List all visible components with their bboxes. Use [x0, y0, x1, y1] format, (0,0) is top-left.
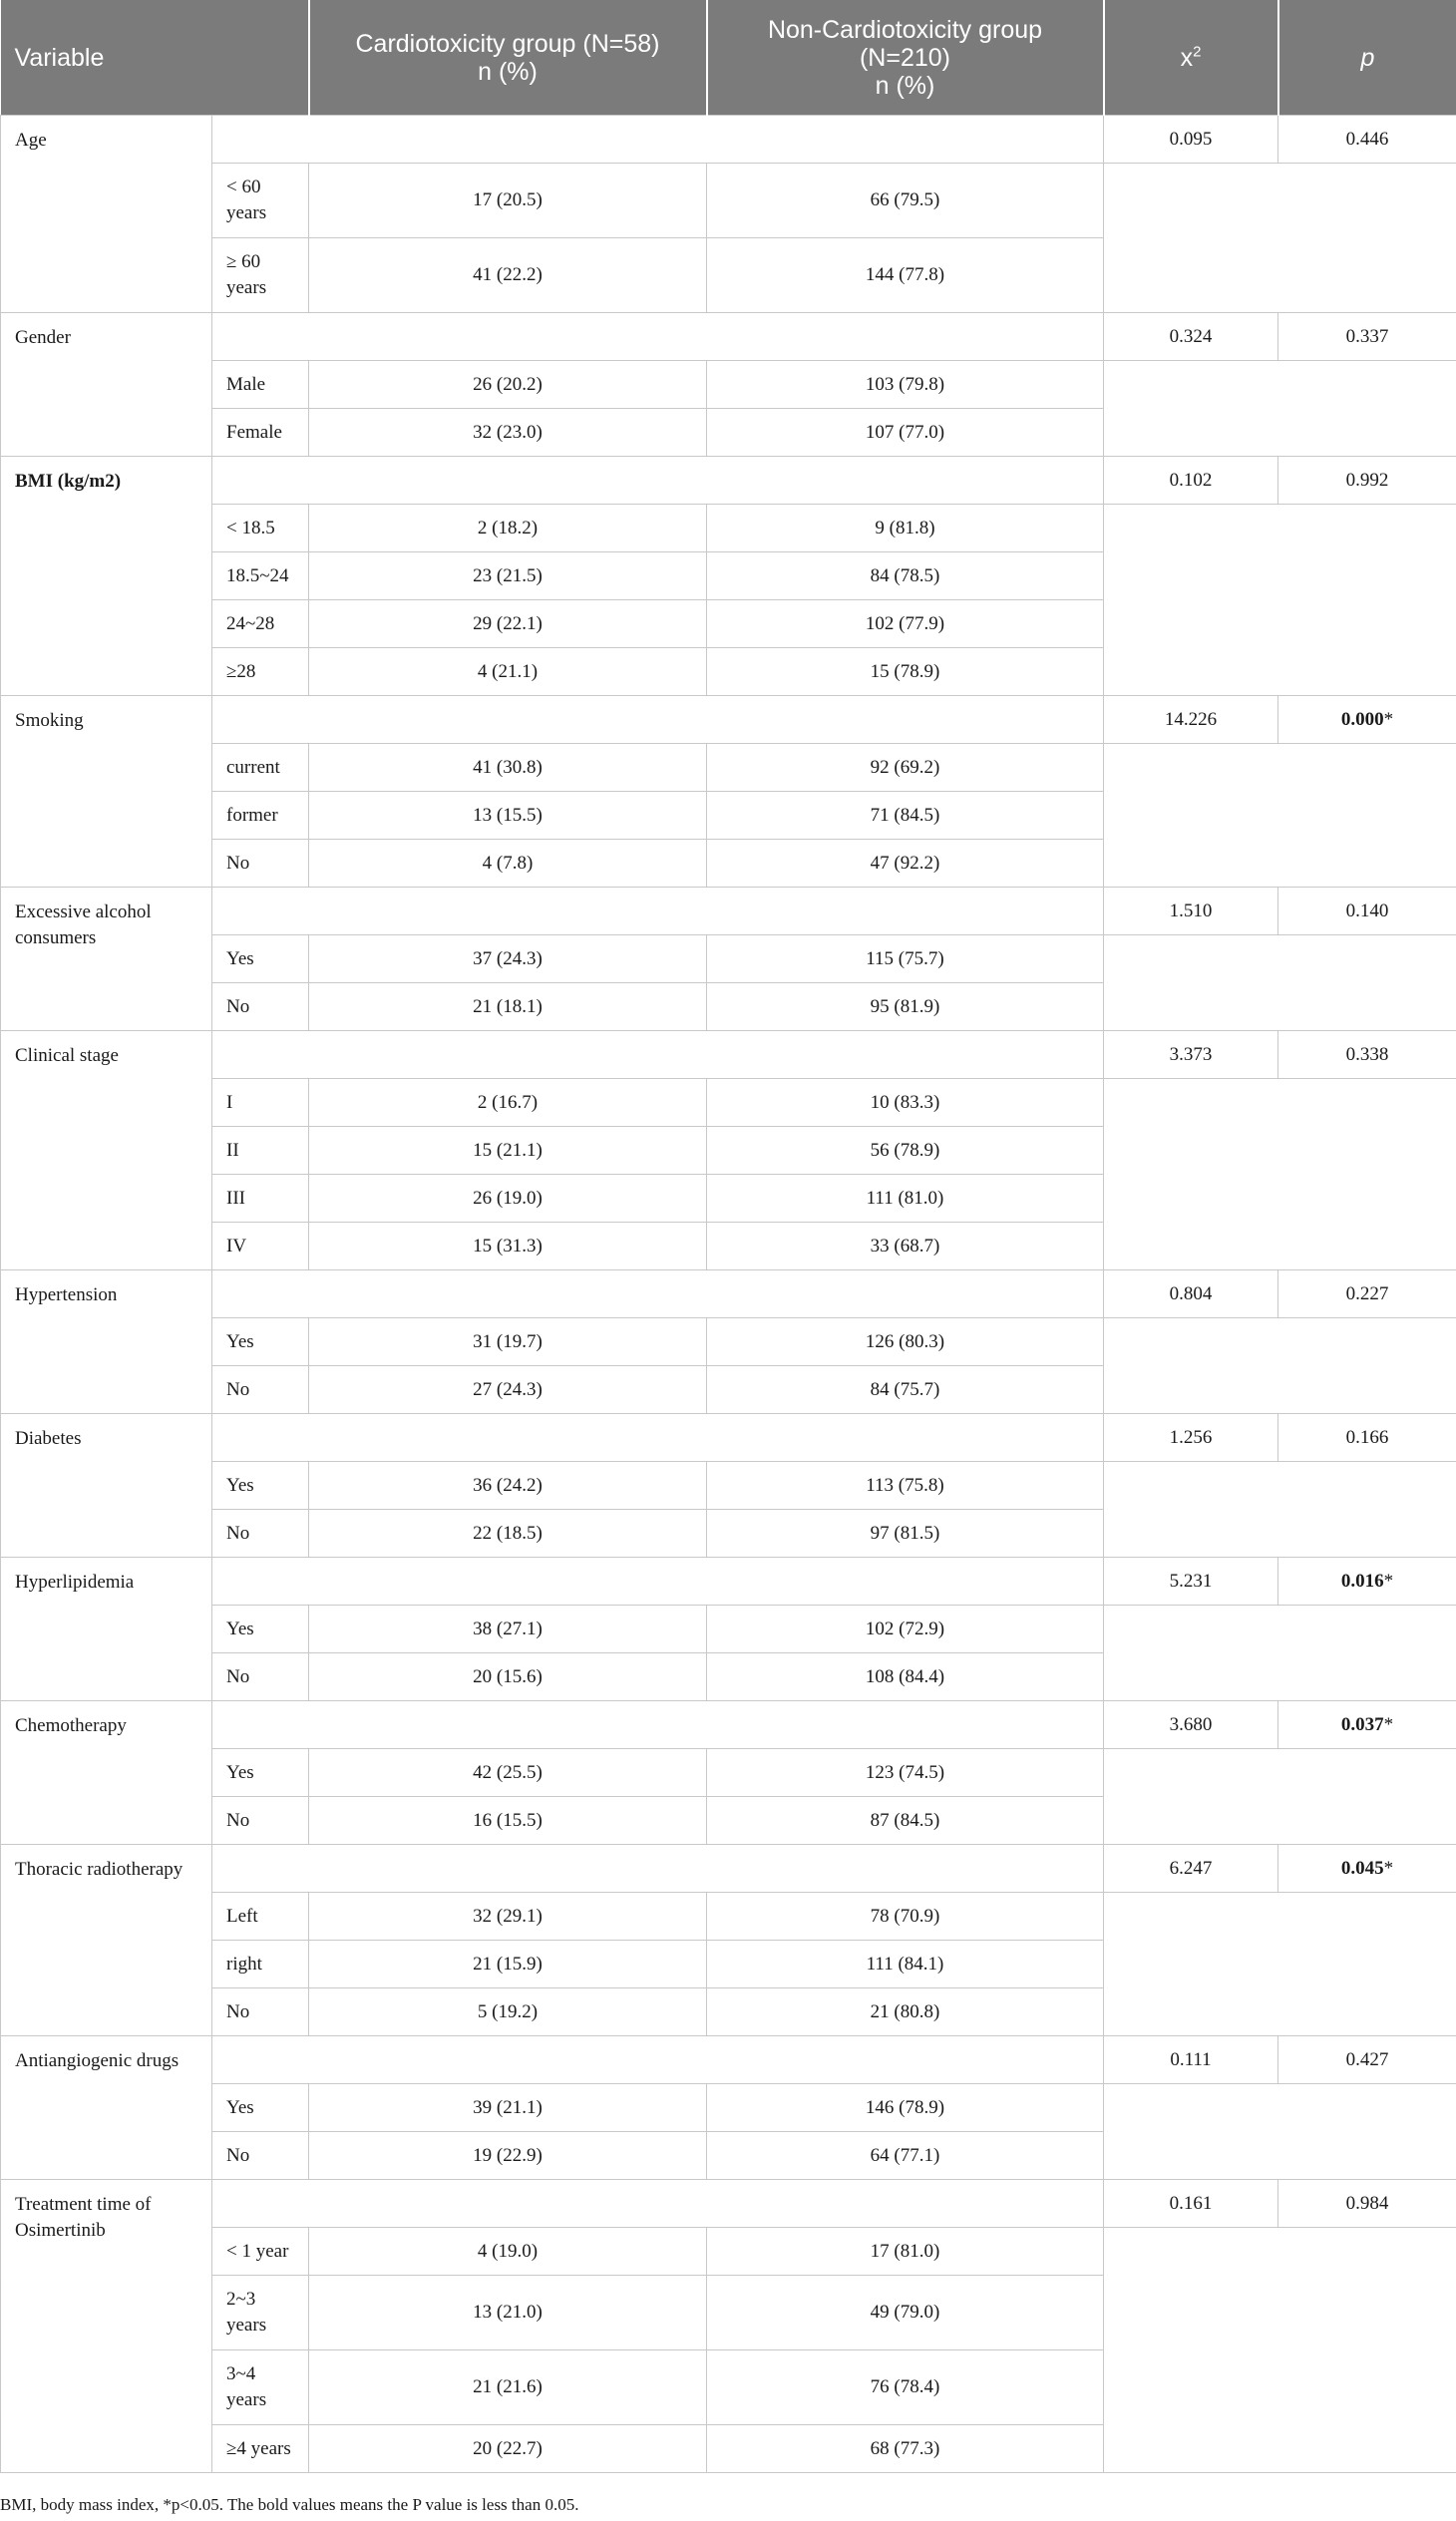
- blank-stat-cell: [1104, 935, 1456, 1031]
- cardio-value: 26 (19.0): [309, 1175, 707, 1223]
- category-label: Male: [212, 361, 309, 409]
- group-row: [1, 696, 1456, 744]
- category-label: No: [212, 1510, 309, 1558]
- cardio-value: 41 (22.2): [309, 238, 707, 313]
- variable-label: Clinical stage: [15, 1045, 119, 1066]
- category-label: III: [212, 1175, 309, 1223]
- cardio-value: 29 (22.1): [309, 600, 707, 648]
- group-row: [1, 116, 1456, 164]
- noncardio-value: 10 (83.3): [707, 1079, 1104, 1127]
- category-row: [1, 2228, 1456, 2276]
- category-row: [1, 1893, 1456, 1941]
- p-value: 0.037: [1340, 1713, 1384, 1735]
- cardio-value: 19 (22.9): [309, 2132, 707, 2180]
- blank-stat-cell: [1104, 1079, 1456, 1270]
- group-row: [1, 1701, 1456, 1749]
- cardio-value: 4 (7.8): [309, 840, 707, 888]
- category-label: < 60 years: [212, 164, 309, 238]
- variable-label: Gender: [15, 327, 71, 348]
- p-value: 0.000: [1340, 708, 1384, 730]
- cardio-value: 21 (15.9): [309, 1941, 707, 1988]
- blank-stat-cell: [1104, 1462, 1456, 1558]
- noncardio-value: 21 (80.8): [707, 1988, 1104, 2036]
- variable-label: Hypertension: [15, 1284, 118, 1305]
- blank-cell: [212, 1031, 1104, 1079]
- x2-value: 0.095: [1104, 116, 1278, 164]
- x2-value: 3.680: [1104, 1701, 1278, 1749]
- variable-name: [1, 313, 212, 457]
- noncardio-value: 15 (78.9): [707, 648, 1104, 696]
- noncardio-value: 66 (79.5): [707, 164, 1104, 238]
- category-label: No: [212, 2132, 309, 2180]
- cardio-value: 32 (23.0): [309, 409, 707, 457]
- variable-name: [1, 1701, 212, 1845]
- p-value-cell: [1278, 1558, 1456, 1606]
- x2-value: 0.111: [1104, 2036, 1278, 2084]
- category-label: Yes: [212, 1318, 309, 1366]
- variable-label: Antiangiogenic drugs: [15, 2050, 180, 2071]
- blank-cell: [212, 1845, 1104, 1893]
- group-row: [1, 1414, 1456, 1462]
- category-label: right: [212, 1941, 309, 1988]
- category-row: [1, 1318, 1456, 1366]
- category-label: No: [212, 1988, 309, 2036]
- x2-value: 1.256: [1104, 1414, 1278, 1462]
- variable-name: [1, 1270, 212, 1414]
- blank-cell: [212, 116, 1104, 164]
- blank-cell: [212, 1270, 1104, 1318]
- category-label: 2~3 years: [212, 2276, 309, 2350]
- cardio-value: 37 (24.3): [309, 935, 707, 983]
- blank-stat-cell: [1104, 505, 1456, 696]
- category-label: 3~4 years: [212, 2350, 309, 2425]
- group-row: [1, 1031, 1456, 1079]
- cardio-value: 5 (19.2): [309, 1988, 707, 2036]
- cardio-value: 32 (29.1): [309, 1893, 707, 1941]
- variable-name: [1, 888, 212, 1031]
- cardio-value: 20 (15.6): [309, 1653, 707, 1701]
- noncardio-value: 33 (68.7): [707, 1223, 1104, 1270]
- blank-stat-cell: [1104, 744, 1456, 888]
- cardio-value: 36 (24.2): [309, 1462, 707, 1510]
- p-value: 0.140: [1345, 900, 1389, 921]
- variable-label: Diabetes: [15, 1428, 82, 1449]
- group-row: [1, 2036, 1456, 2084]
- noncardio-value: 126 (80.3): [707, 1318, 1104, 1366]
- noncardio-value: 111 (81.0): [707, 1175, 1104, 1223]
- category-row: [1, 1606, 1456, 1653]
- noncardio-value: 97 (81.5): [707, 1510, 1104, 1558]
- noncardio-value: 47 (92.2): [707, 840, 1104, 888]
- noncardio-value: 84 (78.5): [707, 552, 1104, 600]
- category-label: No: [212, 983, 309, 1031]
- blank-cell: [212, 1558, 1104, 1606]
- blank-stat-cell: [1104, 1749, 1456, 1845]
- category-label: former: [212, 792, 309, 840]
- p-value-cell: [1278, 313, 1456, 361]
- variable-name: [1, 1031, 212, 1270]
- category-row: [1, 2084, 1456, 2132]
- noncardio-value: 49 (79.0): [707, 2276, 1104, 2350]
- category-label: ≥ 60 years: [212, 238, 309, 313]
- cardio-value: 41 (30.8): [309, 744, 707, 792]
- significance-star: *: [1383, 1857, 1394, 1879]
- variable-name: [1, 696, 212, 888]
- variable-label: Excessive alcohol consumers: [15, 901, 152, 948]
- variable-label: Treatment time of Osimertinib: [15, 2194, 152, 2241]
- header-cardio-line1: Cardiotoxicity group (N=58): [355, 29, 660, 58]
- cardio-value: 16 (15.5): [309, 1797, 707, 1845]
- noncardio-value: 78 (70.9): [707, 1893, 1104, 1941]
- category-label: I: [212, 1079, 309, 1127]
- x2-value: 0.324: [1104, 313, 1278, 361]
- cardio-value: 2 (16.7): [309, 1079, 707, 1127]
- cardio-value: 27 (24.3): [309, 1366, 707, 1414]
- significance-star: *: [1383, 1570, 1394, 1592]
- header-noncardio: [707, 0, 1104, 116]
- variable-label: Smoking: [15, 710, 84, 731]
- p-value-cell: [1278, 1845, 1456, 1893]
- table-body: [1, 116, 1456, 2473]
- variable-name: [1, 2036, 212, 2180]
- p-value: 0.427: [1345, 2048, 1389, 2070]
- noncardio-value: 68 (77.3): [707, 2425, 1104, 2473]
- noncardio-value: 84 (75.7): [707, 1366, 1104, 1414]
- blank-cell: [212, 888, 1104, 935]
- blank-cell: [212, 457, 1104, 505]
- variable-label: Age: [15, 130, 47, 151]
- category-label: II: [212, 1127, 309, 1175]
- category-label: IV: [212, 1223, 309, 1270]
- x2-value: 1.510: [1104, 888, 1278, 935]
- variable-label: Chemotherapy: [15, 1715, 127, 1736]
- cardio-value: 4 (19.0): [309, 2228, 707, 2276]
- blank-cell: [212, 696, 1104, 744]
- x2-value: 0.804: [1104, 1270, 1278, 1318]
- noncardio-value: 113 (75.8): [707, 1462, 1104, 1510]
- p-value-cell: [1278, 1270, 1456, 1318]
- significance-star: *: [1383, 708, 1394, 730]
- noncardio-value: 146 (78.9): [707, 2084, 1104, 2132]
- blank-cell: [212, 313, 1104, 361]
- noncardio-value: 107 (77.0): [707, 409, 1104, 457]
- variable-name: [1, 116, 212, 313]
- blank-cell: [212, 2180, 1104, 2228]
- cardio-value: 21 (18.1): [309, 983, 707, 1031]
- x2-value: 3.373: [1104, 1031, 1278, 1079]
- blank-stat-cell: [1104, 2084, 1456, 2180]
- x2-value: 0.161: [1104, 2180, 1278, 2228]
- x2-value: 14.226: [1104, 696, 1278, 744]
- category-row: [1, 1749, 1456, 1797]
- header-cardio: [309, 0, 707, 116]
- p-value: 0.016: [1340, 1570, 1384, 1592]
- cardio-value: 13 (15.5): [309, 792, 707, 840]
- cardio-value: 26 (20.2): [309, 361, 707, 409]
- blank-stat-cell: [1104, 1606, 1456, 1701]
- cardio-value: 23 (21.5): [309, 552, 707, 600]
- cardio-value: 4 (21.1): [309, 648, 707, 696]
- p-value-cell: [1278, 457, 1456, 505]
- header-row: [1, 0, 1456, 116]
- cardio-value: 17 (20.5): [309, 164, 707, 238]
- cardio-value: 31 (19.7): [309, 1318, 707, 1366]
- noncardio-value: 71 (84.5): [707, 792, 1104, 840]
- cardio-value: 38 (27.1): [309, 1606, 707, 1653]
- group-row: [1, 2180, 1456, 2228]
- category-label: Left: [212, 1893, 309, 1941]
- cardio-value: 20 (22.7): [309, 2425, 707, 2473]
- p-value: 0.166: [1345, 1426, 1389, 1448]
- header-x2-sup: 2: [1193, 43, 1202, 61]
- p-value-cell: [1278, 1701, 1456, 1749]
- p-value-cell: [1278, 1031, 1456, 1079]
- category-label: No: [212, 840, 309, 888]
- category-row: [1, 1079, 1456, 1127]
- variable-name: [1, 1414, 212, 1558]
- header-noncardio-line2: (N=210): [859, 43, 950, 72]
- category-row: [1, 164, 1456, 238]
- category-label: current: [212, 744, 309, 792]
- p-value: 0.984: [1345, 2192, 1389, 2214]
- category-label: < 1 year: [212, 2228, 309, 2276]
- p-value-cell: [1278, 888, 1456, 935]
- category-label: Yes: [212, 1462, 309, 1510]
- category-row: [1, 361, 1456, 409]
- cardio-value: 15 (31.3): [309, 1223, 707, 1270]
- group-row: [1, 457, 1456, 505]
- cardio-value: 21 (21.6): [309, 2350, 707, 2425]
- blank-stat-cell: [1104, 2228, 1456, 2473]
- blank-stat-cell: [1104, 1893, 1456, 2036]
- noncardio-value: 115 (75.7): [707, 935, 1104, 983]
- footnote: BMI, body mass index, *p<0.05. The bold values means the P value is less than 0.05.: [0, 2495, 579, 2514]
- category-row: [1, 744, 1456, 792]
- variable-name: [1, 2180, 212, 2473]
- cardio-value: 22 (18.5): [309, 1510, 707, 1558]
- blank-stat-cell: [1104, 164, 1456, 313]
- p-value-cell: [1278, 1414, 1456, 1462]
- noncardio-value: 111 (84.1): [707, 1941, 1104, 1988]
- p-value-cell: [1278, 2036, 1456, 2084]
- p-value-cell: [1278, 116, 1456, 164]
- cardio-value: 13 (21.0): [309, 2276, 707, 2350]
- header-noncardio-line3: n (%): [875, 71, 935, 100]
- x2-value: 5.231: [1104, 1558, 1278, 1606]
- p-value: 0.992: [1345, 469, 1389, 491]
- category-label: No: [212, 1797, 309, 1845]
- noncardio-value: 103 (79.8): [707, 361, 1104, 409]
- noncardio-value: 76 (78.4): [707, 2350, 1104, 2425]
- category-label: No: [212, 1653, 309, 1701]
- variable-name: [1, 1558, 212, 1701]
- category-label: 24~28: [212, 600, 309, 648]
- x2-value: 0.102: [1104, 457, 1278, 505]
- variable-name: [1, 1845, 212, 2036]
- header-p-label: p: [1360, 43, 1375, 72]
- category-row: [1, 935, 1456, 983]
- cardio-value: 39 (21.1): [309, 2084, 707, 2132]
- p-value: 0.045: [1340, 1857, 1384, 1879]
- p-value-cell: [1278, 696, 1456, 744]
- noncardio-value: 64 (77.1): [707, 2132, 1104, 2180]
- noncardio-value: 102 (77.9): [707, 600, 1104, 648]
- cardio-value: 2 (18.2): [309, 505, 707, 552]
- variable-name: [1, 457, 212, 696]
- blank-stat-cell: [1104, 361, 1456, 457]
- noncardio-value: 144 (77.8): [707, 238, 1104, 313]
- blank-cell: [212, 1701, 1104, 1749]
- group-row: [1, 1845, 1456, 1893]
- blank-stat-cell: [1104, 1318, 1456, 1414]
- noncardio-value: 9 (81.8): [707, 505, 1104, 552]
- group-row: [1, 1270, 1456, 1318]
- category-label: Yes: [212, 1606, 309, 1653]
- category-label: No: [212, 1366, 309, 1414]
- noncardio-value: 56 (78.9): [707, 1127, 1104, 1175]
- header-x2: [1104, 0, 1278, 116]
- variable-label: Hyperlipidemia: [15, 1572, 135, 1593]
- noncardio-value: 17 (81.0): [707, 2228, 1104, 2276]
- header-noncardio-line1: Non-Cardiotoxicity group: [767, 15, 1043, 44]
- noncardio-value: 87 (84.5): [707, 1797, 1104, 1845]
- header-p: [1278, 0, 1456, 116]
- category-label: Yes: [212, 935, 309, 983]
- group-row: [1, 313, 1456, 361]
- noncardio-value: 108 (84.4): [707, 1653, 1104, 1701]
- category-label: < 18.5: [212, 505, 309, 552]
- category-label: 18.5~24: [212, 552, 309, 600]
- category-row: [1, 1462, 1456, 1510]
- variable-label: Thoracic radiotherapy: [15, 1859, 183, 1880]
- cardio-value: 15 (21.1): [309, 1127, 707, 1175]
- p-value: 0.337: [1345, 325, 1389, 347]
- p-value-cell: [1278, 2180, 1456, 2228]
- category-label: Female: [212, 409, 309, 457]
- noncardio-value: 92 (69.2): [707, 744, 1104, 792]
- header-variable: Variable: [1, 0, 309, 116]
- category-label: ≥4 years: [212, 2425, 309, 2473]
- category-label: Yes: [212, 1749, 309, 1797]
- variable-label: BMI (kg/m2): [15, 471, 122, 492]
- p-value: 0.446: [1345, 128, 1389, 150]
- noncardio-value: 123 (74.5): [707, 1749, 1104, 1797]
- blank-cell: [212, 2036, 1104, 2084]
- group-row: [1, 1558, 1456, 1606]
- noncardio-value: 102 (72.9): [707, 1606, 1104, 1653]
- p-value: 0.338: [1345, 1043, 1389, 1065]
- header-x2-base: x: [1180, 43, 1194, 72]
- significance-star: *: [1383, 1713, 1394, 1735]
- category-label: ≥28: [212, 648, 309, 696]
- x2-value: 6.247: [1104, 1845, 1278, 1893]
- blank-cell: [212, 1414, 1104, 1462]
- group-row: [1, 888, 1456, 935]
- header-cardio-line2: n (%): [478, 57, 538, 86]
- p-value: 0.227: [1345, 1282, 1389, 1304]
- category-row: [1, 505, 1456, 552]
- cardio-value: 42 (25.5): [309, 1749, 707, 1797]
- category-label: Yes: [212, 2084, 309, 2132]
- noncardio-value: 95 (81.9): [707, 983, 1104, 1031]
